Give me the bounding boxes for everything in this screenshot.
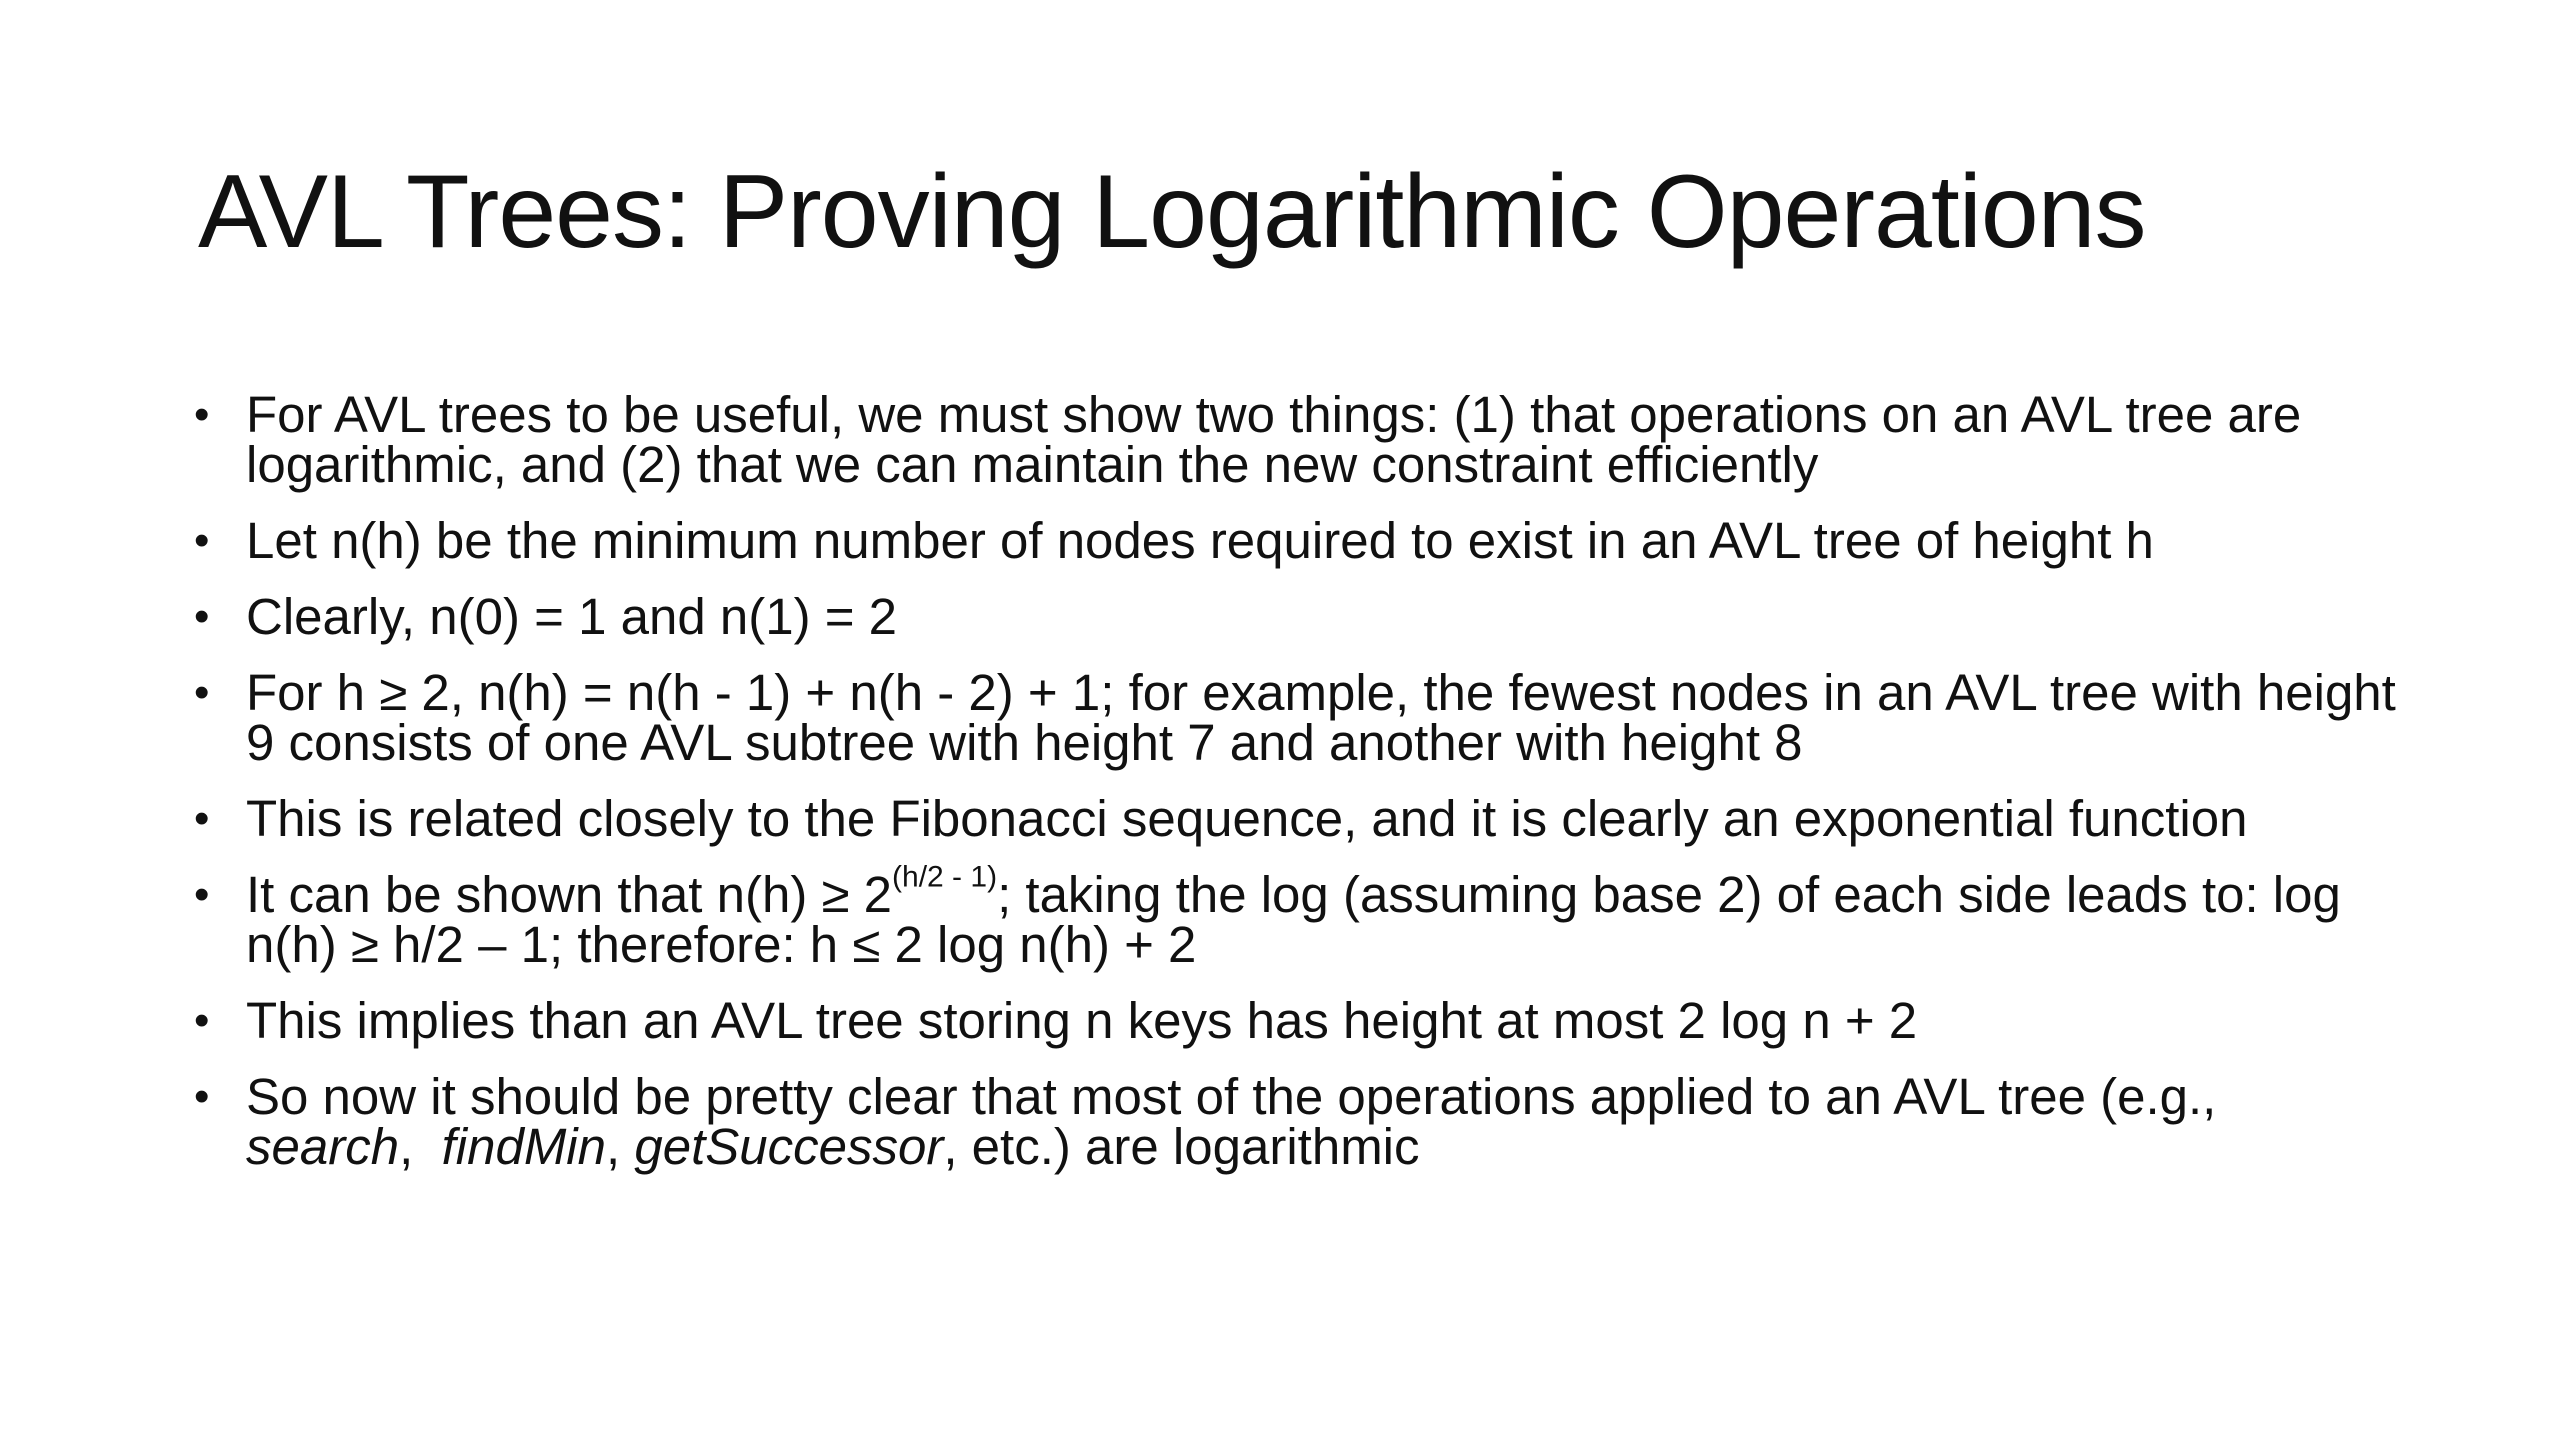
bullet-marker: • [194,668,210,717]
operation-getsuccessor: getSuccessor [634,1118,944,1175]
bullet-item [192,860,2422,973]
operation-search: search [246,1118,400,1175]
bullet-list [192,386,2422,1198]
bullet-marker: • [194,1072,210,1121]
bullet-text [246,860,2341,973]
bullet-item [192,992,2422,1049]
bullet-text-part: , etc.) are logarithmic [943,1118,1420,1175]
operation-findmin: findMin [441,1118,606,1175]
separator: , [606,1118,635,1175]
bullet-text: For AVL trees to be useful, we must show two things: (1) that operations on an AVL tree are logarithmic, and (2) that we can maintain the new constraint efficiently [246,386,2302,493]
bullet-text: This is related closely to the Fibonacci sequence, and it is clearly an exponential function [246,790,2248,847]
bullet-text-part: It can be shown that n(h) ≥ 2 [246,866,893,923]
bullet-text: Let n(h) be the minimum number of nodes required to exist in an AVL tree of height h [246,512,2154,569]
bullet-item [192,588,2422,645]
bullet-marker: • [194,996,210,1045]
exponent: (h/2 - 1) [892,860,998,894]
bullet-text: For h ≥ 2, n(h) = n(h - 1) + n(h - 2) + 1; for example, the fewest nodes in an AVL tree with height 9 consists of one AVL subtree with height 7 and another with height 8 [246,664,2396,771]
bullet-item [192,386,2422,493]
bullet-item [192,790,2422,847]
separator: , [399,1118,442,1175]
bullet-item [192,664,2422,771]
bullet-text [246,1068,2216,1175]
bullet-marker: • [194,870,210,919]
bullet-marker: • [194,794,210,843]
bullet-item [192,512,2422,569]
bullet-text: This implies than an AVL tree storing n keys has height at most 2 log n + 2 [246,992,1918,1049]
bullet-marker: • [194,390,210,439]
slide-title: AVL Trees: Proving Logarithmic Operations [198,154,2146,270]
bullet-text-part: ; taking the log (assuming base 2) of each side leads to: log n(h) ≥ h/2 – 1; therefore: h ≤ 2 log n(h) + 2 [246,866,2341,973]
bullet-marker: • [194,592,210,641]
bullet-marker: • [194,516,210,565]
bullet-item [192,1068,2422,1175]
bullet-text-part: So now it should be pretty clear that most of the operations applied to an AVL tree (e.g., [246,1068,2217,1125]
bullet-text: Clearly, n(0) = 1 and n(1) = 2 [246,588,898,645]
